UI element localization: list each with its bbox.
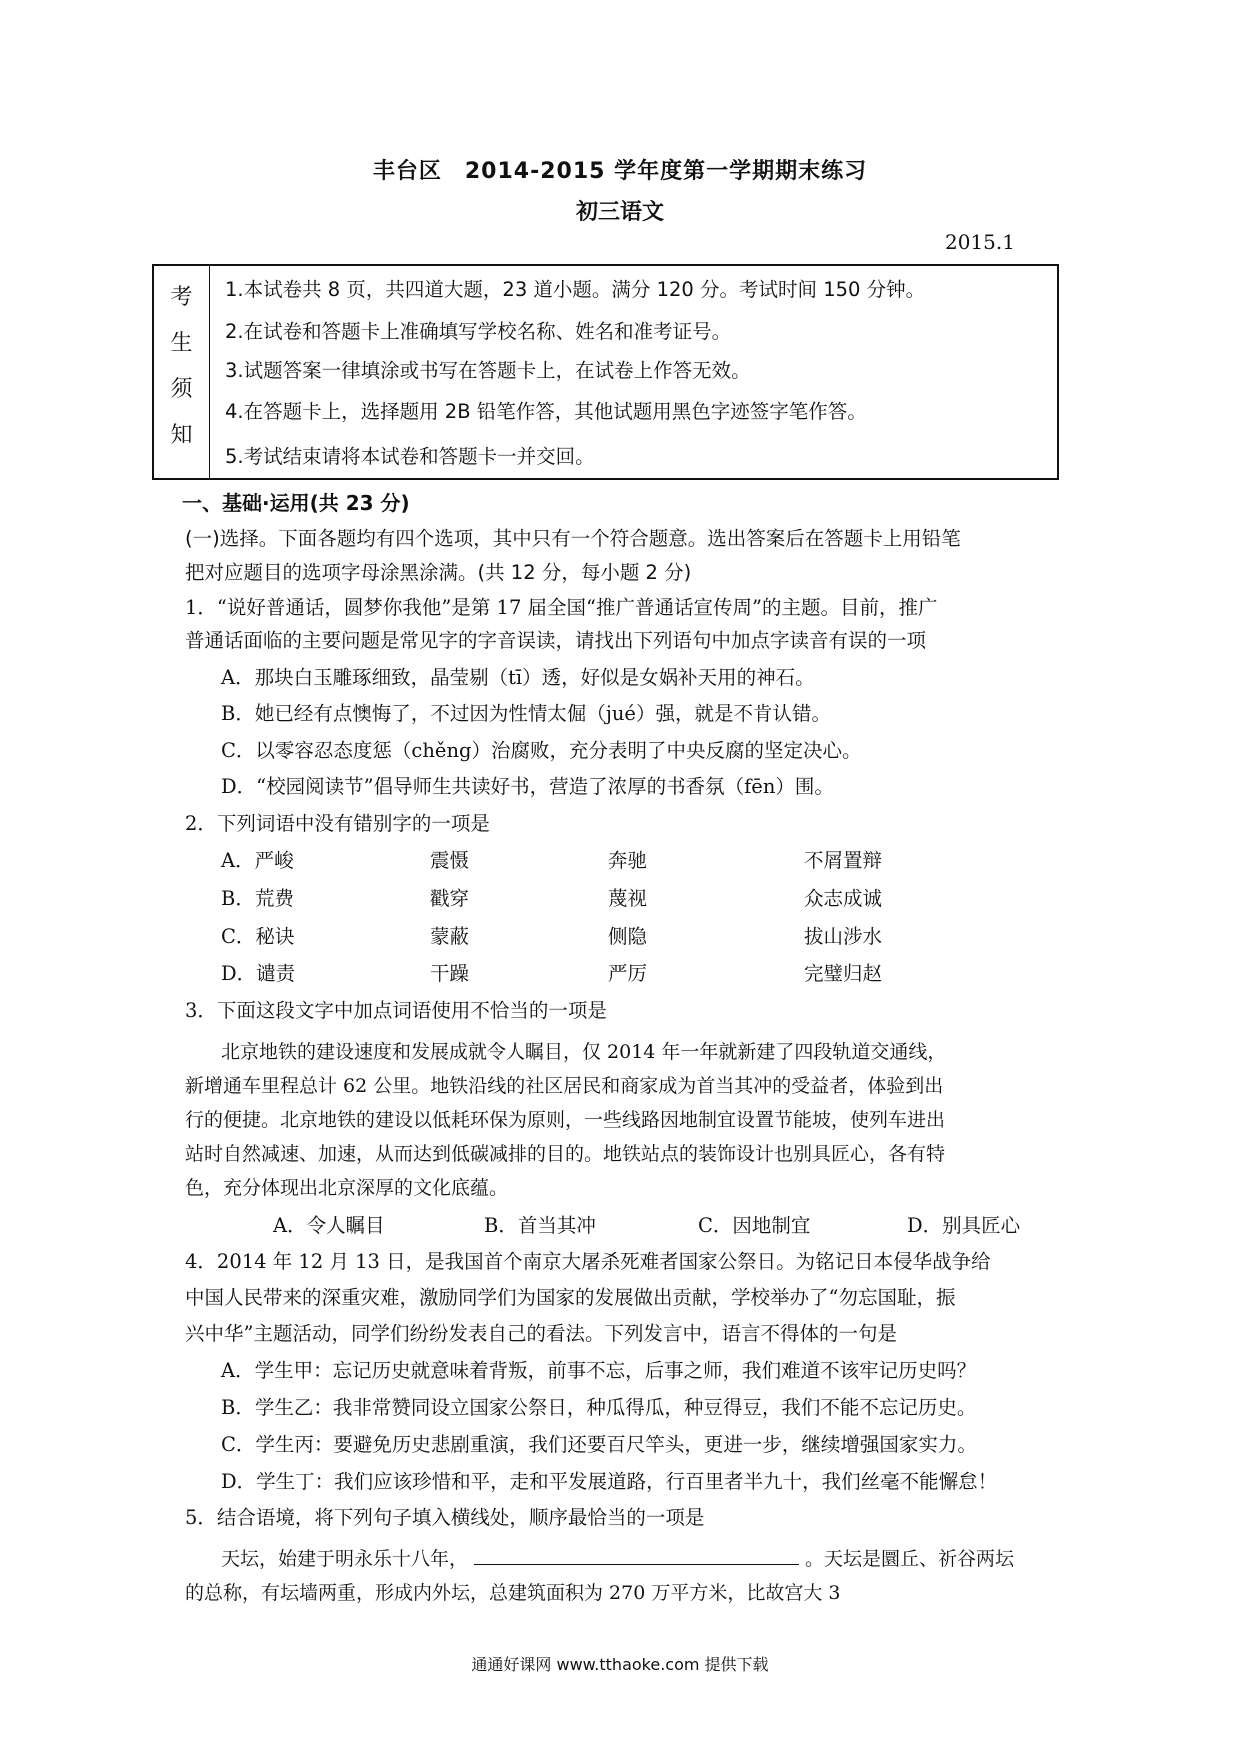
question-2-option: 奔驰: [608, 849, 648, 872]
notice-label: [154, 266, 210, 478]
question-2-option: 蒙蔽: [430, 925, 470, 948]
notice-label-char: 考: [170, 285, 193, 310]
section-heading: 一、基础·运用(共 23 分): [182, 491, 410, 515]
exam-date: 2015.1: [945, 230, 1015, 254]
question-3-passage-line: 行的便捷。北京地铁的建设以低耗环保为原则，一些线路因地制宜设置节能坡，使列车进出: [185, 1109, 946, 1131]
answer-blank[interactable]: [474, 1546, 799, 1565]
question-4-option: C．学生丙：要避免历史悲剧重演，我们还要百尺竿头，更进一步，继续增强国家实力。: [221, 1433, 977, 1456]
question-2-option: 严厉: [608, 962, 648, 985]
question-3-option: B．首当其冲: [484, 1214, 596, 1237]
question-4-option: D．学生丁：我们应该珍惜和平，走和平发展道路，行百里者半九十，我们丝毫不能懈怠！: [221, 1470, 998, 1493]
question-5-passage-line: 的总称，有坛墙两重，形成内外坛，总建筑面积为 270 万平方米，比故宫大 3: [185, 1582, 841, 1604]
exam-title: 丰台区 2014-2015 学年度第一学期期末练习: [372, 159, 868, 184]
notice-item: 5.考试结束请将本试卷和答题卡一并交回。: [225, 445, 595, 468]
section-instructions: (一)选择。下面各题均有四个选项，其中只有一个符合题意。选出答案后在答题卡上用铅笔: [185, 527, 961, 550]
question-4-stem: 中国人民带来的深重灾难，激励同学们为国家的发展做出贡献，学校举办了“勿忘国耻，振: [185, 1286, 956, 1309]
question-3-passage-line: 新增通车里程总计 62 公里。地铁沿线的社区居民和商家成为首当其冲的受益者，体验到出: [185, 1075, 944, 1097]
question-5-passage-start: 天坛，始建于明永乐十八年，: [221, 1548, 469, 1570]
question-3-passage-line: 站时自然减速、加速，从而达到低碳减排的目的。地铁站点的装饰设计也别具匠心，各有特: [185, 1143, 946, 1165]
question-2-option: 干躁: [430, 962, 470, 985]
question-2-option: 拔山涉水: [804, 925, 883, 948]
question-5-passage-end: 。天坛是圜丘、祈谷两坛: [805, 1548, 1015, 1570]
question-1-stem: 普通话面临的主要问题是常见字的字音误读，请找出下列语句中加点字读音有误的一项: [185, 629, 927, 652]
page-footer: 通通好课网 www.tthaoke.com 提供下载: [471, 1655, 769, 1674]
question-4-stem: 4．2014 年 12 月 13 日，是我国首个南京大屠杀死难者国家公祭日。为铭记日本侵华战争给: [185, 1250, 991, 1273]
question-2-option: 众志成诚: [804, 887, 883, 910]
question-3-stem: 3．下面这段文字中加点词语使用不恰当的一项是: [185, 999, 607, 1022]
section-instructions: 把对应题目的选项字母涂黑涂满。(共 12 分，每小题 2 分): [185, 561, 692, 584]
notice-item: 3.试题答案一律填涂或书写在答题卡上，在试卷上作答无效。: [225, 359, 751, 382]
question-2-option: 侧隐: [608, 925, 648, 948]
question-4-option: B．学生乙：我非常赞同设立国家公祭日，种瓜得瓜，种豆得豆，我们不能不忘记历史。: [221, 1396, 977, 1419]
question-3-passage-line: 色，充分体现出北京深厚的文化底蕴。: [185, 1177, 509, 1199]
question-1-option: D．“校园阅读节”倡导师生共读好书，营造了浓厚的书香氛（fēn）围。: [221, 775, 834, 798]
question-5-passage-line: [221, 1544, 1014, 1571]
question-1-option: A．那块白玉雕琢细致，晶莹剔（tī）透，好似是女娲补天用的神石。: [221, 666, 815, 689]
question-3-option: D．别具匠心: [907, 1214, 1021, 1237]
question-2-option: D．谴责: [221, 962, 296, 985]
question-2-option: 戳穿: [430, 887, 470, 910]
question-3-passage-line: 北京地铁的建设速度和发展成就令人瞩目，仅 2014 年一年就新建了四段轨道交通线，: [221, 1041, 947, 1063]
notice-item: 2.在试卷和答题卡上准确填写学校名称、姓名和准考证号。: [225, 320, 732, 343]
question-2-option: 震慑: [430, 849, 470, 872]
notice-item: 1.本试卷共 8 页，共四道大题，23 道小题。满分 120 分。考试时间 150 分钟。: [225, 278, 926, 301]
question-2-option: 不屑置辩: [804, 849, 883, 872]
question-1-option: B．她已经有点懊悔了，不过因为性情太倔（jué）强，就是不肯认错。: [221, 702, 831, 725]
question-5-stem: 5．结合语境，将下列句子填入横线处，顺序最恰当的一项是: [185, 1506, 705, 1529]
question-3-option: C．因地制宜: [698, 1214, 811, 1237]
question-2-option: 完璧归赵: [804, 962, 883, 985]
notice-label-char: 知: [170, 423, 193, 448]
question-2-option: B．荒费: [221, 887, 294, 910]
notice-label-char: 须: [170, 377, 193, 402]
question-2-option: 蔑视: [608, 887, 648, 910]
question-2-stem: 2．下列词语中没有错别字的一项是: [185, 812, 490, 835]
question-4-option: A．学生甲：忘记历史就意味着背叛，前事不忘，后事之师，我们难道不该牢记历史吗？: [221, 1359, 977, 1382]
notice-label-char: 生: [170, 331, 193, 356]
question-2-option: C．秘诀: [221, 925, 295, 948]
question-4-stem: 兴中华”主题活动，同学们纷纷发表自己的看法。下列发言中，语言不得体的一句是: [185, 1322, 897, 1345]
question-2-option: A．严峻: [221, 849, 294, 872]
notice-item: 4.在答题卡上，选择题用 2B 铅笔作答，其他试题用黑色字迹签字笔作答。: [225, 400, 867, 423]
question-1-stem: 1．“说好普通话，圆梦你我他”是第 17 届全国“推广普通话宣传周”的主题。目前，推广: [185, 596, 938, 619]
exam-subtitle: 初三语文: [575, 200, 664, 225]
question-1-option: C．以零容忍态度惩（chěng）治腐败，充分表明了中央反腐的坚定决心。: [221, 739, 862, 762]
question-3-option: A．令人瞩目: [273, 1214, 385, 1237]
